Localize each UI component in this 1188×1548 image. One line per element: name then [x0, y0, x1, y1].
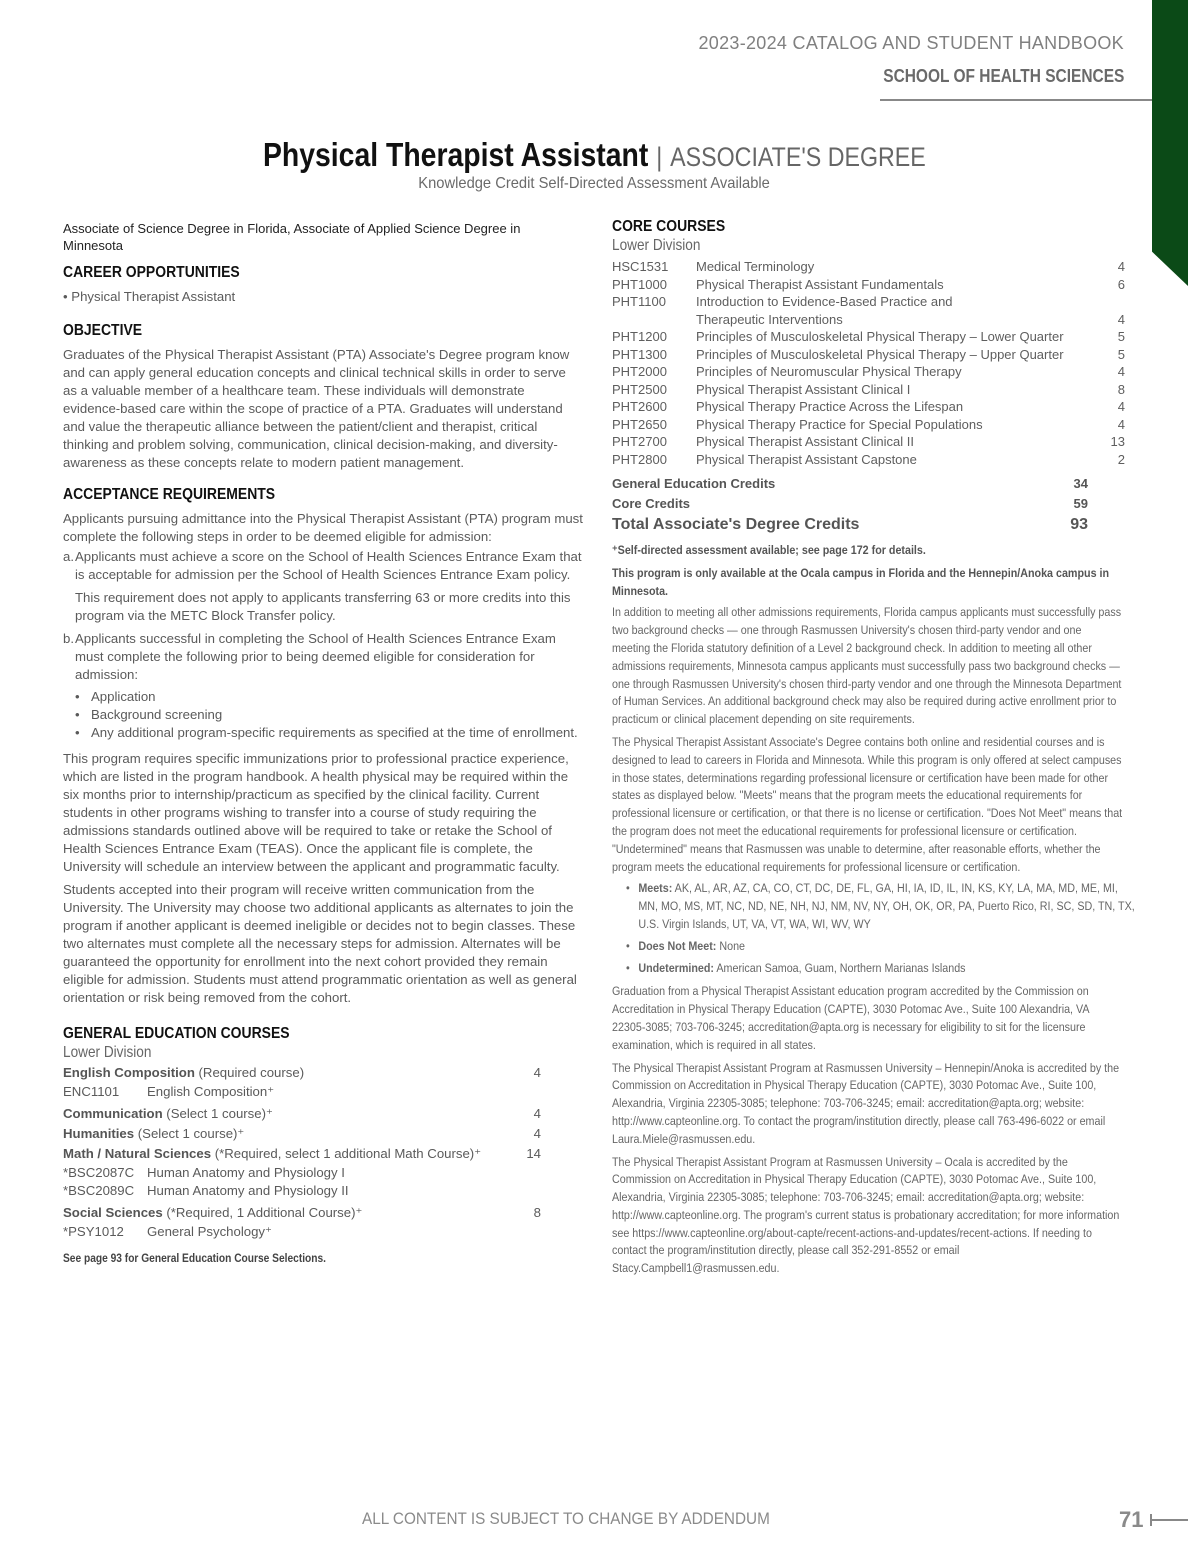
- course-credits: 4: [1117, 259, 1125, 274]
- acceptance-heading: ACCEPTANCE REQUIREMENTS: [63, 486, 276, 503]
- course-credits: 5: [1117, 329, 1125, 344]
- list-item: • Application: [75, 689, 156, 704]
- course-code: PHT1000: [612, 276, 667, 292]
- course-credits: 2: [1117, 451, 1125, 467]
- course-title: Physical Therapist Assistant Clinical I: [696, 381, 911, 397]
- course-credits: 4: [1117, 416, 1125, 432]
- table-row: [612, 416, 1125, 434]
- page-number: 71: [1119, 1507, 1144, 1532]
- course-credits: [1103, 293, 1125, 311]
- gen-ed-credits-row: General Education Credits 34: [612, 476, 1088, 491]
- acceptance-section: [63, 486, 583, 1007]
- step-label: b.: [63, 631, 74, 646]
- course-code: PHT1100: [612, 294, 666, 309]
- licensure-text: The Physical Therapist Assistant Associate's Degree contains both online and residential courses and is designed to lead to careers in Florida and Minnesota. While this program is only offered at select campuses in those states, determinations regarding professional licensure or certification have been made for other states as displayed below. "Meets" means that the program meets the educational requirements for professional licensure or certification, or that there is no license or certification. "Does Not Meet" means that the program does not meet the educational requirements for professional licensure or certification. "Undetermined" means that Rasmussen was unable to determine, after reasonable efforts, whether the program meets the educational requirements for professional licensure or certification.: [612, 734, 1123, 874]
- sda-footnote: ⁺Self-directed assessment available; see page 172 for details.: [612, 543, 926, 557]
- course-code: PHT2000: [612, 364, 667, 379]
- core-credits-row: Core Credits 59: [612, 496, 1088, 511]
- course-credits: 4: [1117, 364, 1125, 379]
- step-label: a.: [63, 549, 74, 564]
- table-row: [612, 346, 1125, 364]
- core-division: Lower Division: [612, 237, 701, 254]
- course-title: Physical Therapist Assistant Fundamentals: [696, 276, 944, 292]
- course-title: Medical Terminology: [696, 259, 815, 274]
- page-title: [263, 136, 926, 174]
- career-section: [63, 264, 583, 306]
- table-row: [612, 328, 1125, 346]
- ocala-accreditation: The Physical Therapist Assistant Program at Rasmussen University – Ocala is accredited by the Commission on Accreditation in Physical Therapy Education (CAPTE), 3030 Potomac Ave., Suite 100, Alexandria, Virginia 22305-3085; telephone: 703-706-3245; email: accreditation@apta.org; website: http://www.capteonline.org. The program's current status is probationary accreditation; for more information see https://www.capteonline.org/about-capte/recent-actions-and-updates/recent-actions. If needing to contact the program/institution directly, please call 352-291-8552 or email Stacy.Campbell1@rasmussen.edu.: [612, 1154, 1120, 1276]
- course-code: [612, 311, 696, 329]
- course-code: PHT2650: [612, 416, 667, 432]
- course-credits: 4: [1117, 311, 1125, 327]
- course-row: ENC1101 English Composition⁺: [63, 1084, 275, 1099]
- table-row: [612, 363, 1125, 381]
- course-credits: 4: [1117, 399, 1125, 414]
- credit-totals: [612, 474, 1125, 536]
- gen-ed-group: English Composition (Required course) 4: [63, 1063, 541, 1083]
- list-item: • Any additional program-specific requirements as specified at the time of enrollment.: [75, 725, 578, 740]
- page-marker-line: [1151, 1519, 1188, 1521]
- core-heading: CORE COURSES: [612, 218, 726, 235]
- course-title: Principles of Neuromuscular Physical Therapy: [696, 364, 962, 379]
- state-determination-list: [626, 880, 1136, 977]
- objective-text: Graduates of the Physical Therapist Assistant (PTA) Associate's Degree program know and can apply general education concepts and clinical technical skills in order to serve as a valuable member of a healthcare team. These individuals will demonstrate evidence-based care within the scope of practice of a PTA. Graduates will understand and value the therapeutic alliance between the patient/client and therapist, critical thinking and problem solving, communication, clinical decision-making, and diversity-awareness as these concepts relate to modern patient management.: [63, 347, 570, 470]
- table-row: [612, 398, 1125, 416]
- degree-type: ASSOCIATE'S DEGREE: [669, 142, 926, 172]
- acceptance-intro: Applicants pursuing admittance into the Physical Therapist Assistant (PTA) program must complete the following steps in order to be deemed eligible for admission:: [63, 511, 583, 544]
- course-code: PHT2600: [612, 399, 667, 414]
- list-item: • Meets: AK, AL, AR, AZ, CA, CO, CT, DC, DE, FL, GA, HI, IA, ID, IL, IN, KS, KY, LA, MA, MD, ME, MI, MN, MO, MS, MT, NC, ND, NE, NH, NJ, NM, NV, NY, OH, OK, OR, PA, Puerto Rico, RI, SC, SD, TN, TX, U.S. Virgin Islands, UT, VA, VT, WA, WI, WV, WY: [626, 881, 1135, 931]
- step-text: Applicants successful in completing the School of Health Sciences Entrance Exam must complete the following prior to being deemed eligible for consideration for admission:: [75, 631, 556, 682]
- course-credits: 8: [1117, 381, 1125, 397]
- credits: 4: [533, 1126, 541, 1141]
- gen-ed-group: Communication (Select 1 course)⁺ 4: [63, 1104, 541, 1124]
- page-subtitle: Knowledge Credit Self-Directed Assessment Available: [418, 175, 770, 192]
- table-row: [612, 311, 1125, 329]
- header-divider: [880, 99, 1152, 101]
- step-a: [63, 548, 583, 584]
- program-name: Physical Therapist Assistant: [262, 136, 648, 173]
- list-item: • Background screening: [75, 707, 223, 722]
- gen-ed-section: [63, 1025, 583, 1267]
- table-row: [612, 258, 1125, 276]
- title-separator: |: [655, 142, 662, 172]
- credits: 4: [533, 1065, 541, 1080]
- table-row: [612, 451, 1125, 469]
- objective-heading: OBJECTIVE: [63, 322, 143, 339]
- gen-ed-group: Humanities (Select 1 course)⁺ 4: [63, 1124, 541, 1144]
- table-row: [612, 433, 1125, 451]
- capte-text: Graduation from a Physical Therapist Assistant education program accredited by the Commission on Accreditation in Physical Therapy Education (CAPTE), 3030 Potomac Ave., Suite 100 Alexandria, VA 22305-3085; 703-706-3245; accreditation@apta.org is necessary for eligibility to sit for the licensure examination, which is required in all states.: [612, 984, 1089, 1052]
- course-credits: 13: [1110, 434, 1125, 449]
- list-item: • Undetermined: American Samoa, Guam, Northern Marianas Islands: [626, 960, 966, 975]
- background-check-text: In addition to meeting all other admissions requirements, Florida campus applicants must successfully pass two background checks — one through Rasmussen University's chosen third-party vendor and one meeting the Florida statutory definition of a Level 2 background check. In addition to meeting all other admissions requirements, Minnesota campus applicants must successfully pass two background checks — one through Rasmussen University's chosen third-party vendor and one through the Minnesota Department of Human Services. An additional background check may also be required during active enrollment prior to practicum or clinical placement depending on site requirements.: [612, 605, 1122, 727]
- course-credits: 6: [1117, 276, 1125, 292]
- degree-intro: Associate of Science Degree in Florida, Associate of Applied Science Degree in Minnesota: [63, 221, 521, 253]
- course-code: PHT2700: [612, 434, 667, 449]
- course-code: PHT1300: [612, 346, 667, 362]
- credits: 14: [526, 1146, 541, 1161]
- step-b: [63, 630, 583, 684]
- table-row: [612, 293, 1125, 311]
- table-row: [612, 276, 1125, 294]
- catalog-header: 2023-2024 CATALOG AND STUDENT HANDBOOK: [698, 33, 1124, 53]
- career-heading: CAREER OPPORTUNITIES: [63, 264, 240, 281]
- campus-note: This program is only available at the Ocala campus in Florida and the Hennepin/Anoka campus in Minnesota.: [612, 565, 1110, 598]
- course-title: Physical Therapist Assistant Capstone: [696, 451, 917, 467]
- gen-ed-see-note: See page 93 for General Education Course Selections.: [63, 1251, 327, 1265]
- course-title: Physical Therapist Assistant Clinical II: [696, 434, 914, 449]
- footer-notice: ALL CONTENT IS SUBJECT TO CHANGE BY ADDENDUM: [362, 1509, 770, 1528]
- course-title: Therapeutic Interventions: [696, 311, 843, 327]
- objective-section: [63, 322, 583, 472]
- course-row: *PSY1012 General Psychology⁺: [63, 1224, 272, 1239]
- step-text: Applicants must achieve a score on the School of Health Sciences Entrance Exam that is acceptable for admission per the School of Health Sciences Entrance Exam policy.: [75, 549, 582, 582]
- gen-ed-heading: GENERAL EDUCATION COURSES: [63, 1025, 290, 1042]
- table-row: [612, 381, 1125, 399]
- course-code: HSC1531: [612, 259, 669, 274]
- course-code: PHT1200: [612, 329, 667, 344]
- total-credits-row: Total Associate's Degree Credits 93: [612, 516, 1088, 533]
- course-code: PHT2500: [612, 381, 667, 397]
- hennepin-accreditation: The Physical Therapist Assistant Program at Rasmussen University – Hennepin/Anoka is accredited by the Commission on Accreditation in Physical Therapy Education (CAPTE), 3030 Potomac Ave., Suite 100, Alexandria, Virginia 22305-3085; telephone: 703-706-3245; email: accreditation@apta.org; website: http://www.capteonline.org. To contact the program/institution directly, please call 763-496-6022 or email Laura.Miele@rasmussen.edu.: [612, 1060, 1120, 1146]
- right-column: [612, 218, 1135, 1278]
- career-item: • Physical Therapist Assistant: [63, 289, 236, 304]
- gen-ed-group: Math / Natural Sciences (*Required, select 1 additional Math Course)⁺ 14: [63, 1144, 541, 1164]
- gen-ed-division: Lower Division: [63, 1044, 152, 1061]
- course-title: Principles of Musculoskeletal Physical Therapy – Upper Quarter: [696, 346, 1064, 362]
- course-title: Physical Therapy Practice for Special Populations: [696, 416, 983, 432]
- core-course-list: [612, 258, 1125, 468]
- step-b-list: [75, 688, 583, 742]
- credits: 4: [533, 1106, 541, 1121]
- course-row: *BSC2087C Human Anatomy and Physiology I: [63, 1165, 345, 1180]
- course-credits: 5: [1117, 346, 1125, 362]
- step-a-note: This requirement does not apply to applicants transferring 63 or more credits into this program via the METC Block Transfer policy.: [75, 590, 571, 623]
- acceptance-steps: [63, 548, 583, 742]
- alternates-paragraph: Students accepted into their program will receive written communication from the University. The University may choose two additional applicants as alternates to join the program if another applicant is deemed ineligible or decides not to begin classes. These two alternates must complete all the necessary steps for admission. Alternates will be guaranteed the opportunity for enrollment into the next cohort provided they remain eligible for admission. Students must attend programmatic orientation as well as general orientation or risk being removed from the cohort.: [63, 882, 577, 1005]
- course-title: Physical Therapy Practice Across the Lifespan: [696, 399, 964, 414]
- course-title: Introduction to Evidence-Based Practice and: [696, 294, 953, 309]
- school-header: SCHOOL OF HEALTH SCIENCES: [882, 66, 1124, 86]
- left-column: [63, 220, 583, 1267]
- list-item: • Does Not Meet: None: [626, 938, 746, 953]
- page-title-block: [0, 136, 1188, 193]
- credits: 8: [533, 1205, 541, 1220]
- gen-ed-group: Social Sciences (*Required, 1 Additional Course)⁺ 8: [63, 1203, 541, 1223]
- immunization-paragraph: This program requires specific immunizations prior to professional practice experience, which are listed in the program handbook. A health physical may be required within the six months prior to internship/practicum as specified by the clinical facility. Current students in other programs wishing to transfer into a course of study requiring the admissions standards outlined above will be required to take or retake the School of Health Sciences Entrance Exam (TEAS). Once the applicant file is complete, the University will schedule an interview between the applicant and programmatic faculty.: [63, 751, 569, 874]
- course-row: *BSC2089C Human Anatomy and Physiology II: [63, 1183, 349, 1198]
- course-title: Principles of Musculoskeletal Physical Therapy – Lower Quarter: [696, 329, 1064, 344]
- course-code: PHT2800: [612, 451, 667, 467]
